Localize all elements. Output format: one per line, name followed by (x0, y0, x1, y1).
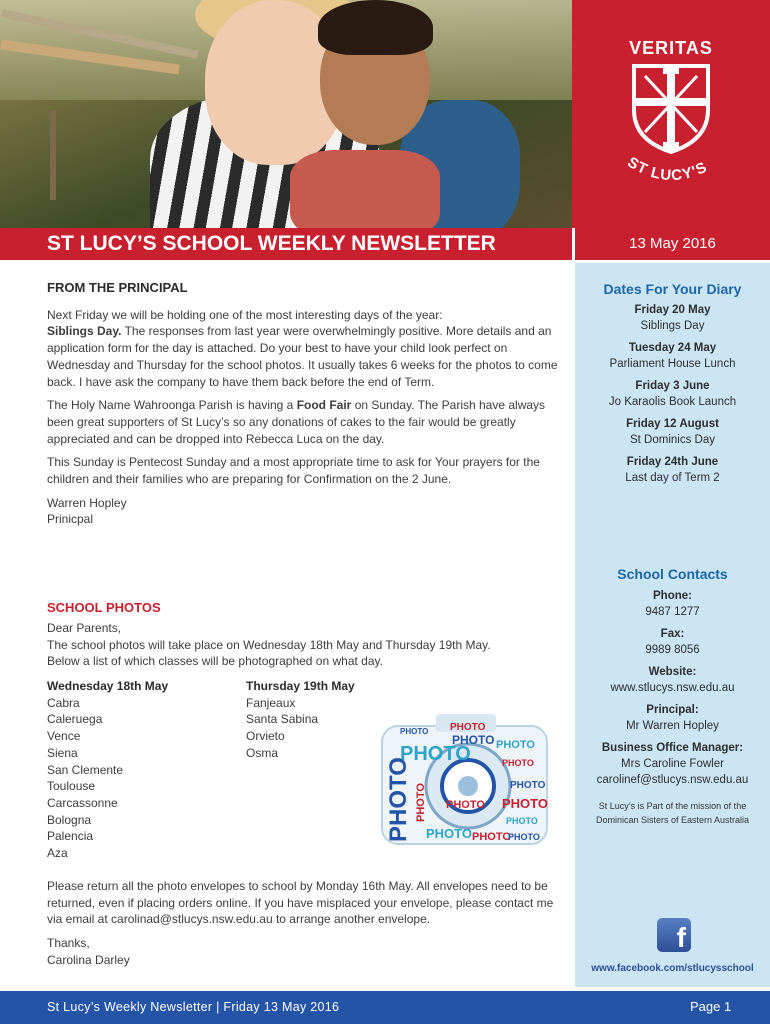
diary-date: Friday 12 August (626, 418, 719, 430)
diary-entry (575, 303, 770, 334)
svg-text:ST LUCY'S: ST LUCY'S (624, 153, 711, 185)
svg-text:PHOTO: PHOTO (508, 832, 540, 842)
diary-heading: Dates For Your Diary (603, 281, 742, 297)
mission-line-1: St Lucy’s is Part of the mission of the (598, 801, 747, 811)
diary-entry (575, 341, 770, 372)
diary-list (575, 303, 770, 493)
svg-text:PHOTO: PHOTO (415, 783, 427, 822)
diary-entry (575, 455, 770, 486)
photos-line-2: Below a list of which classes will be photographed on what day. (47, 654, 383, 669)
svg-text:PHOTO: PHOTO (502, 758, 534, 768)
principal-section (47, 280, 562, 528)
phone-value: 9487 1277 (645, 606, 700, 618)
date-bar (572, 228, 770, 260)
diary-entry (575, 417, 770, 448)
photos-signature: Carolina Darley (47, 952, 130, 967)
wednesday-heading: Wednesday 18th May (47, 679, 169, 693)
diary-date: Tuesday 24 May (628, 342, 717, 354)
photos-closing (47, 878, 562, 969)
crest-motto: VERITAS (629, 38, 713, 58)
class-item: Santa Sabina (246, 712, 319, 727)
svg-text:PHOTO: PHOTO (452, 733, 495, 747)
issue-date: 13 May 2016 (629, 235, 716, 252)
class-item: Orvieto (246, 729, 285, 744)
photos-greeting: Dear Parents, (47, 621, 122, 635)
diary-entry (575, 379, 770, 410)
manager-email-link[interactable]: carolinef@stlucys.nsw.edu.au (596, 774, 749, 786)
photos-line-1: The school photos will take place on Wednesday 18th May and Thursday 19th May. (47, 637, 491, 652)
fax-value: 9989 8056 (645, 644, 700, 656)
contact-principal (575, 702, 770, 734)
class-item: Aza (47, 846, 68, 861)
diary-event: Parliament House Lunch (609, 357, 736, 370)
newsletter-title: ST LUCY’S SCHOOL WEEKLY NEWSLETTER (47, 232, 496, 255)
phone-label: Phone: (653, 590, 692, 602)
class-item: Caleruega (47, 712, 103, 727)
manager-label: Business Office Manager: (601, 742, 744, 754)
website-link[interactable]: www.stlucys.nsw.edu.au (610, 682, 735, 694)
svg-text:PHOTO: PHOTO (510, 780, 546, 791)
para2-pre: The Holy Name Wahroonga Parish is having a (47, 398, 297, 413)
diary-date: Friday 24th June (626, 456, 719, 468)
principal-signature-name: Warren Hopley (47, 495, 127, 510)
diary-date: Friday 20 May (634, 304, 711, 316)
class-item: Carcassonne (47, 795, 118, 810)
diary-event: Siblings Day (640, 319, 705, 332)
facebook-link[interactable]: www.facebook.com/stlucysschool (591, 963, 754, 974)
contact-fax (575, 626, 770, 658)
principal-paragraph-2 (47, 397, 562, 447)
fax-label: Fax: (660, 628, 685, 640)
siblings-day-bold: Siblings Day. (47, 324, 122, 339)
page-number: Page 1 (690, 999, 732, 1014)
class-item: Osma (246, 745, 279, 760)
svg-text:PHOTO: PHOTO (446, 799, 485, 811)
diary-event: St Dominics Day (630, 433, 715, 446)
contacts-heading: School Contacts (617, 566, 728, 582)
svg-text:PHOTO: PHOTO (426, 826, 472, 841)
principal-label: Principal: (646, 704, 699, 716)
diary-event: Last day of Term 2 (625, 471, 720, 484)
hero-photo (0, 0, 572, 228)
mission-line-2: Dominican Sisters of Eastern Australia (595, 815, 750, 825)
photos-heading: SCHOOL PHOTOS (47, 600, 161, 615)
svg-text:PHOTO: PHOTO (472, 831, 511, 843)
para2-rest: on Sunday. The Parish have always been great supporters of St Lucy’s so any donations of cakes to the fair would be greatly appreciated and can be dropped into Rebecca Luca on the day. (47, 398, 546, 446)
mission-note (585, 799, 760, 827)
photos-thanks: Thanks, (47, 936, 90, 951)
school-crest (572, 0, 770, 228)
principal-paragraph-3: This Sunday is Pentecost Sunday and a most appropriate time to ask for Your prayers for the children and their families who are preparing for Confirmation on the 2 June. (47, 455, 540, 487)
svg-text:PHOTO: PHOTO (400, 727, 429, 736)
svg-text:PHOTO: PHOTO (385, 757, 412, 842)
thursday-heading: Thursday 19th May (246, 679, 355, 693)
svg-text:PHOTO: PHOTO (496, 739, 535, 751)
contact-manager (575, 740, 770, 788)
photos-closing-paragraph: Please return all the photo envelopes to school by Monday 16th May. All envelopes need to be returned, even if placing orders online. If you have misplaced your envelope, please contact me via email at carolinad@stlucys.nsw.edu.au to arrange another envelope. (47, 879, 554, 927)
contacts-list (575, 588, 770, 794)
facebook-icon[interactable]: f (657, 918, 691, 952)
svg-text:PHOTO: PHOTO (400, 743, 471, 765)
thursday-column (246, 678, 355, 762)
photos-intro (47, 620, 562, 670)
class-item: San Clemente (47, 762, 124, 777)
footer-text: St Lucy’s Weekly Newsletter | Friday 13 May 2016 (47, 1000, 340, 1014)
svg-text:PHOTO: PHOTO (506, 816, 538, 826)
class-item: Cabra (47, 695, 80, 710)
class-item: Palencia (47, 829, 94, 844)
sidebar (572, 263, 770, 987)
principal-paragraph-1 (47, 307, 562, 391)
food-fair-bold: Food Fair (296, 398, 352, 413)
svg-text:PHOTO: PHOTO (450, 722, 486, 733)
wednesday-column (47, 678, 168, 862)
class-item: Bologna (47, 812, 92, 827)
class-item: Vence (47, 729, 81, 744)
principal-value: Mr Warren Hopley (626, 720, 719, 732)
contact-phone (575, 588, 770, 620)
shield-icon (630, 62, 712, 154)
manager-value: Mrs Caroline Fowler (621, 758, 724, 770)
website-label: Website: (648, 666, 697, 678)
class-item: Toulouse (47, 779, 96, 794)
contact-website (575, 664, 770, 696)
principal-heading: FROM THE PRINCIPAL (47, 280, 188, 295)
camera-word-cloud-icon (378, 712, 551, 847)
class-item: Fanjeaux (246, 695, 296, 710)
diary-event: Jo Karaolis Book Launch (608, 395, 737, 408)
svg-text:PHOTO: PHOTO (502, 796, 548, 811)
crest-name-arc (612, 150, 732, 200)
title-bar (0, 228, 572, 260)
class-item: Siena (47, 745, 78, 760)
para1-text: Next Friday we will be holding one of the most interesting days of the year: (47, 307, 443, 322)
diary-date: Friday 3 June (635, 380, 710, 392)
para1-rest: The responses from last year were overwhelmingly positive. More details and an application form for the day is attached. Do your best to have your child look perfect on Wednesday and Thursday for the school photos. It usually takes 6 weeks for the photos to come back. I have ask the company to have them back before the end of Term. (47, 324, 558, 389)
footer-bar (0, 991, 770, 1024)
principal-signature-title: Prinicpal (47, 512, 94, 527)
